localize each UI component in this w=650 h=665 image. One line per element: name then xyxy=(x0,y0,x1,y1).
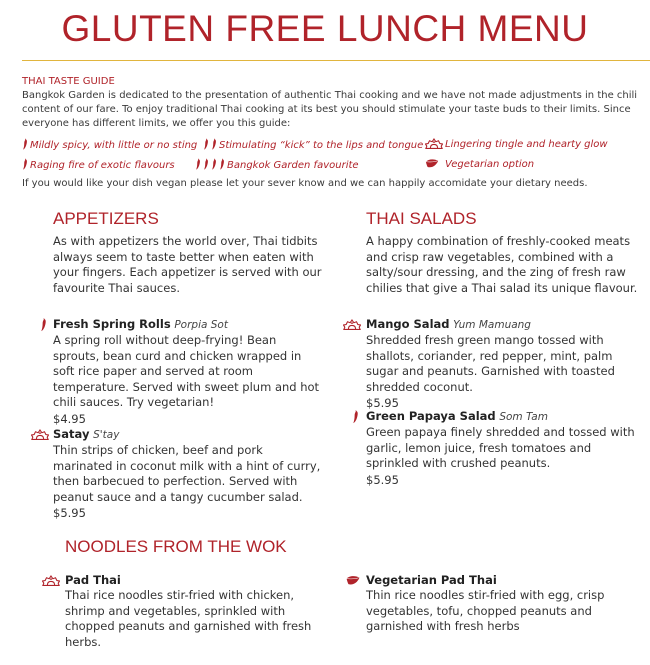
item-thai-name: S'tay xyxy=(93,429,120,441)
item-price: $5.95 xyxy=(366,396,399,410)
thai-salads-heading: THAI SALADS xyxy=(366,209,477,228)
legend-favourite: Bangkok Garden favourite xyxy=(195,158,359,171)
thai-salads-description: A happy combination of freshly-cooked meats and crisp raw vegetables, combined with a salty/sour dressing, and the zing of fresh raw chilies that give a Thai salad its unique flavour. xyxy=(366,234,638,295)
leaf-icon xyxy=(345,575,361,586)
appetizers-description: As with appetizers the world over, Thai tidbits always seem to taste better when eaten with your fingers. Each appetizer is served with our favourite Thai sauces. xyxy=(53,234,322,295)
thai-ornament-icon xyxy=(42,575,60,586)
item-description: Thin rice noodles stir-fried with egg, crisp vegetables, tofu, chopped peanuts and garnished with fresh herbs xyxy=(366,588,605,633)
item-name: Green Papaya Salad xyxy=(366,409,496,423)
chili-2-icon xyxy=(203,140,219,151)
item-name: Fresh Spring Rolls xyxy=(53,317,171,331)
legend-vegetarian: Vegetarian option xyxy=(425,158,534,170)
thai-ornament-icon xyxy=(425,138,443,149)
item-name: Vegetarian Pad Thai xyxy=(366,573,497,587)
chili-3-icon xyxy=(22,160,30,171)
thai-ornament-icon xyxy=(31,429,49,440)
chili-icon xyxy=(352,409,359,424)
page-title: GLUTEN FREE LUNCH MENU xyxy=(61,8,589,49)
item-name: Satay xyxy=(53,427,90,441)
chili-1-icon xyxy=(22,138,28,150)
item-thai-name: Porpia Sot xyxy=(174,319,228,331)
item-name: Pad Thai xyxy=(65,573,121,587)
menu-item-fresh-spring-rolls xyxy=(53,317,323,427)
appetizers-heading: APPETIZERS xyxy=(53,209,159,228)
taste-guide xyxy=(22,75,642,131)
leaf-icon xyxy=(425,158,439,169)
vegan-note: If you would like your dish vegan please let your sever know and we can happily accomidate your dietary needs. xyxy=(22,178,588,189)
item-thai-name: Yum Mamuang xyxy=(453,319,531,331)
thai-ornament-icon xyxy=(343,319,361,330)
item-name: Mango Salad xyxy=(366,317,450,331)
item-description: Shredded fresh green mango tossed with shallots, coriander, red pepper, mint, palm sugar and peanuts. Garnished with toasted shredded coconut. xyxy=(366,333,615,394)
chili-icon xyxy=(40,317,47,332)
menu-item-vegetarian-pad-thai xyxy=(366,573,642,635)
item-description: A spring roll without deep-frying! Bean sprouts, bean curd and chicken wrapped in soft rice paper and served at room temperature. Served with sweet plum and hot chili sauces. Try vegetarian! xyxy=(53,333,320,409)
item-price: $5.95 xyxy=(53,506,86,520)
legend-hot: Lingering tingle and hearty glow xyxy=(425,138,608,150)
item-description: Green papaya finely shredded and tossed with garlic, lemon juice, fresh tomatoes and sprinkled with crushed peanuts. xyxy=(366,425,635,470)
item-price: $5.95 xyxy=(366,472,399,487)
taste-guide-intro: Bangkok Garden is dedicated to the presentation of authentic Thai cooking and we have not made adjustments in the chili content of our fare. To enjoy traditional Thai cooking at its best you should stimulate your taste buds to their limits. Since everyone has different limits, we offer you this guide: xyxy=(22,90,638,129)
item-description: Thin strips of chicken, beef and pork marinated in coconut milk with a hint of curry, then barbecued to perfection. Served with peanut sauce and a tangy cucumber salad. xyxy=(53,443,321,504)
title-divider xyxy=(22,60,650,61)
menu-item-mango-salad xyxy=(366,317,642,411)
menu-item-pad-thai xyxy=(65,573,335,650)
taste-guide-heading: THAI TASTE GUIDE xyxy=(22,76,115,87)
chili-4-icon xyxy=(195,160,227,171)
item-price: $4.95 xyxy=(53,411,86,426)
item-description: Thai rice noodles stir-fried with chicken, shrimp and vegetables, sprinkled with chopped peanuts and garnished with fresh herbs. xyxy=(65,588,312,649)
noodles-heading: NOODLES FROM THE WOK xyxy=(65,537,287,556)
legend-very-hot: Raging fire of exotic flavours xyxy=(22,158,175,171)
legend-medium: Stimulating “kick” to the lips and tongue xyxy=(203,138,423,151)
menu-item-green-papaya-salad xyxy=(366,409,642,488)
menu-item-satay xyxy=(53,427,323,521)
legend-mild: Mildly spicy, with little or no sting xyxy=(22,138,197,151)
item-thai-name: Som Tam xyxy=(499,411,548,423)
